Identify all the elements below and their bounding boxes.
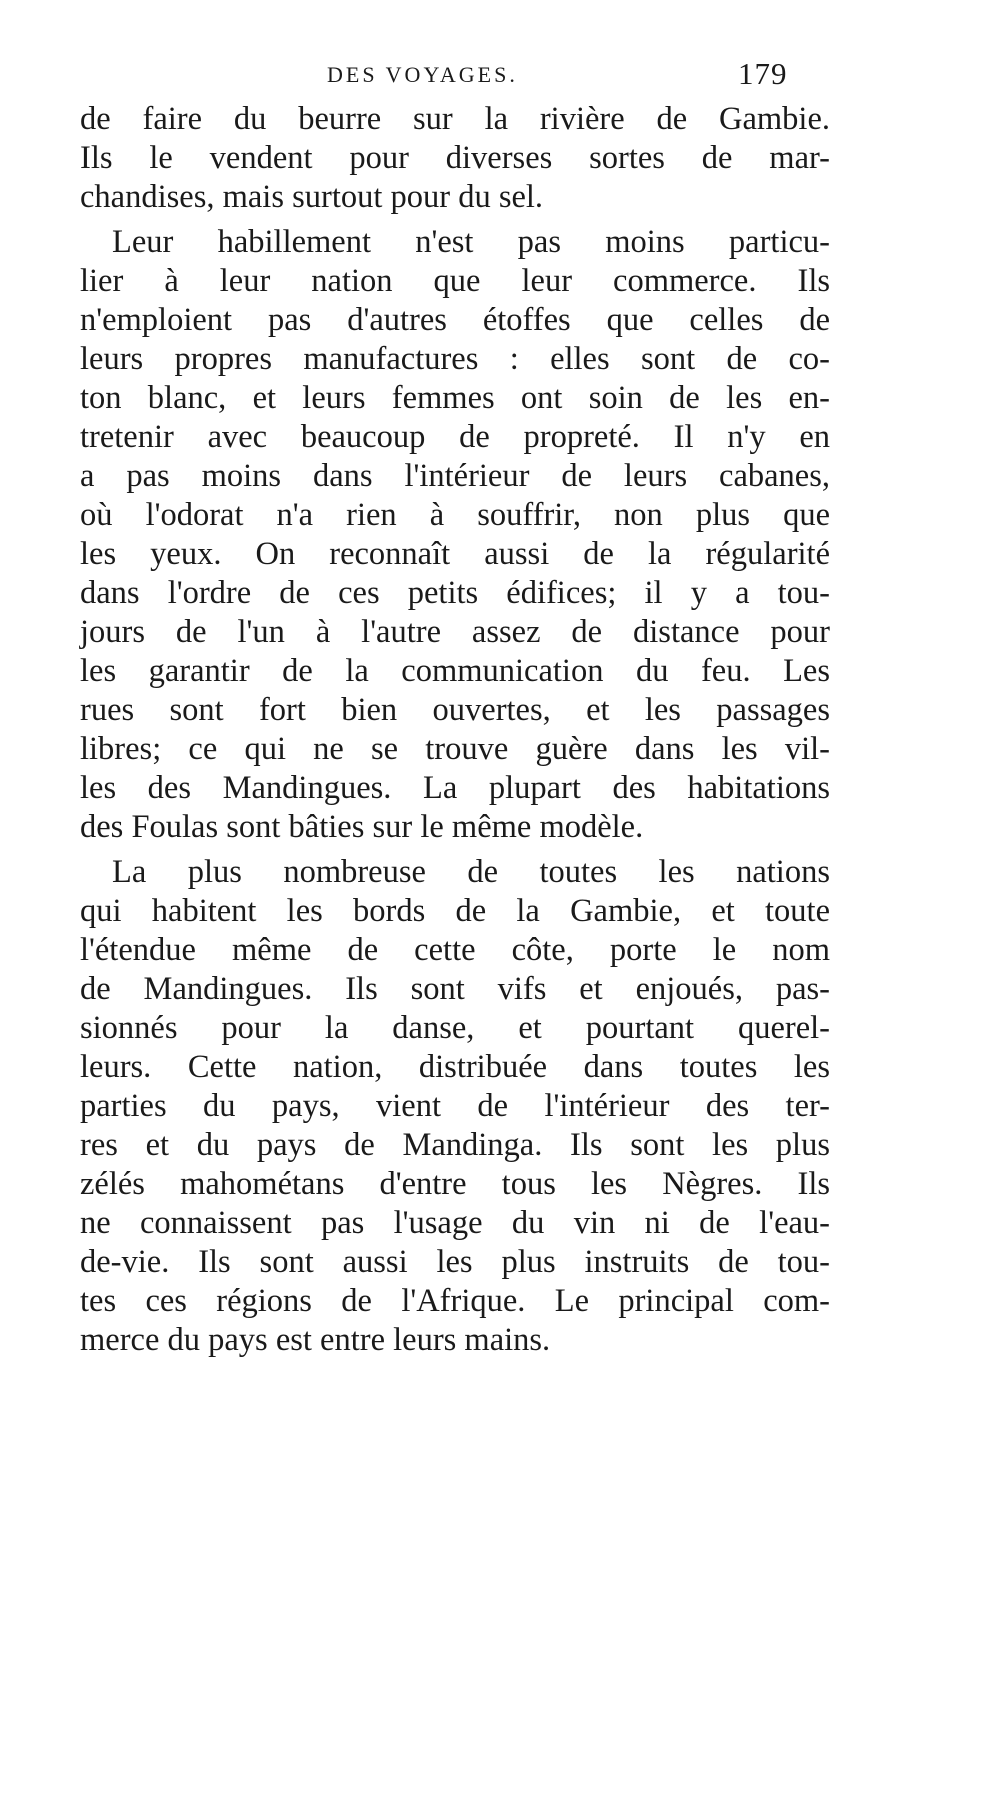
text-line: a pas moins dans l'intérieur de leurs cabanes, (80, 458, 830, 494)
text-line: tes ces régions de l'Afrique. Le principal com- (80, 1283, 830, 1319)
page-number: 179 (738, 56, 788, 91)
text-line: zélés mahométans d'entre tous les Nègres. Ils (80, 1166, 830, 1202)
text-line: l'étendue même de cette côte, porte le nom (80, 932, 830, 968)
paragraph-2 (80, 223, 830, 847)
text-line: dans l'ordre de ces petits édifices; il y a tou- (80, 575, 830, 611)
text-line: sionnés pour la danse, et pourtant querel- (80, 1010, 830, 1046)
text-line: n'emploient pas d'autres étoffes que celles de (80, 302, 830, 338)
text-line: ton blanc, et leurs femmes ont soin de les en- (80, 380, 830, 416)
text-line: parties du pays, vient de l'intérieur des ter- (80, 1088, 830, 1124)
text-line: La plus nombreuse de toutes les nations (112, 854, 830, 890)
text-line: qui habitent les bords de la Gambie, et toute (80, 893, 830, 929)
text-line: lier à leur nation que leur commerce. Ils (80, 263, 830, 299)
text-line: de-vie. Ils sont aussi les plus instruits de tou- (80, 1244, 830, 1280)
text-line: les des Mandingues. La plupart des habitations (80, 770, 830, 806)
text-line: jours de l'un à l'autre assez de distance pour (80, 614, 830, 650)
text-line: ne connaissent pas l'usage du vin ni de l'eau- (80, 1205, 830, 1241)
text-line: res et du pays de Mandinga. Ils sont les plus (80, 1127, 830, 1163)
text-line: où l'odorat n'a rien à souffrir, non plus que (80, 497, 830, 533)
text-line: libres; ce qui ne se trouve guère dans les vil- (80, 731, 830, 767)
text-line: les yeux. On reconnaît aussi de la régularité (80, 536, 830, 572)
body-text (80, 100, 830, 1360)
paragraph-1 (80, 100, 830, 217)
running-head-title: DES VOYAGES. (327, 62, 518, 87)
text-line: tretenir avec beaucoup de propreté. Il n'y en (80, 419, 830, 455)
paragraph-3 (80, 853, 830, 1360)
text-line: leurs propres manufactures : elles sont de co- (80, 341, 830, 377)
text-line: des Foulas sont bâties sur le même modèle. (80, 809, 644, 845)
text-line: les garantir de la communication du feu. Les (80, 653, 830, 689)
text-line: de Mandingues. Ils sont vifs et enjoués, pas- (80, 971, 830, 1007)
text-line: de faire du beurre sur la rivière de Gambie. (80, 101, 830, 137)
text-line: leurs. Cette nation, distribuée dans toutes les (80, 1049, 830, 1085)
text-line: Ils le vendent pour diverses sortes de mar- (80, 140, 830, 176)
running-header (0, 58, 1000, 98)
text-line: rues sont fort bien ouvertes, et les passages (80, 692, 830, 728)
text-line: merce du pays est entre leurs mains. (80, 1322, 551, 1358)
text-line: Leur habillement n'est pas moins particu- (112, 224, 830, 260)
text-line: chandises, mais surtout pour du sel. (80, 179, 544, 215)
